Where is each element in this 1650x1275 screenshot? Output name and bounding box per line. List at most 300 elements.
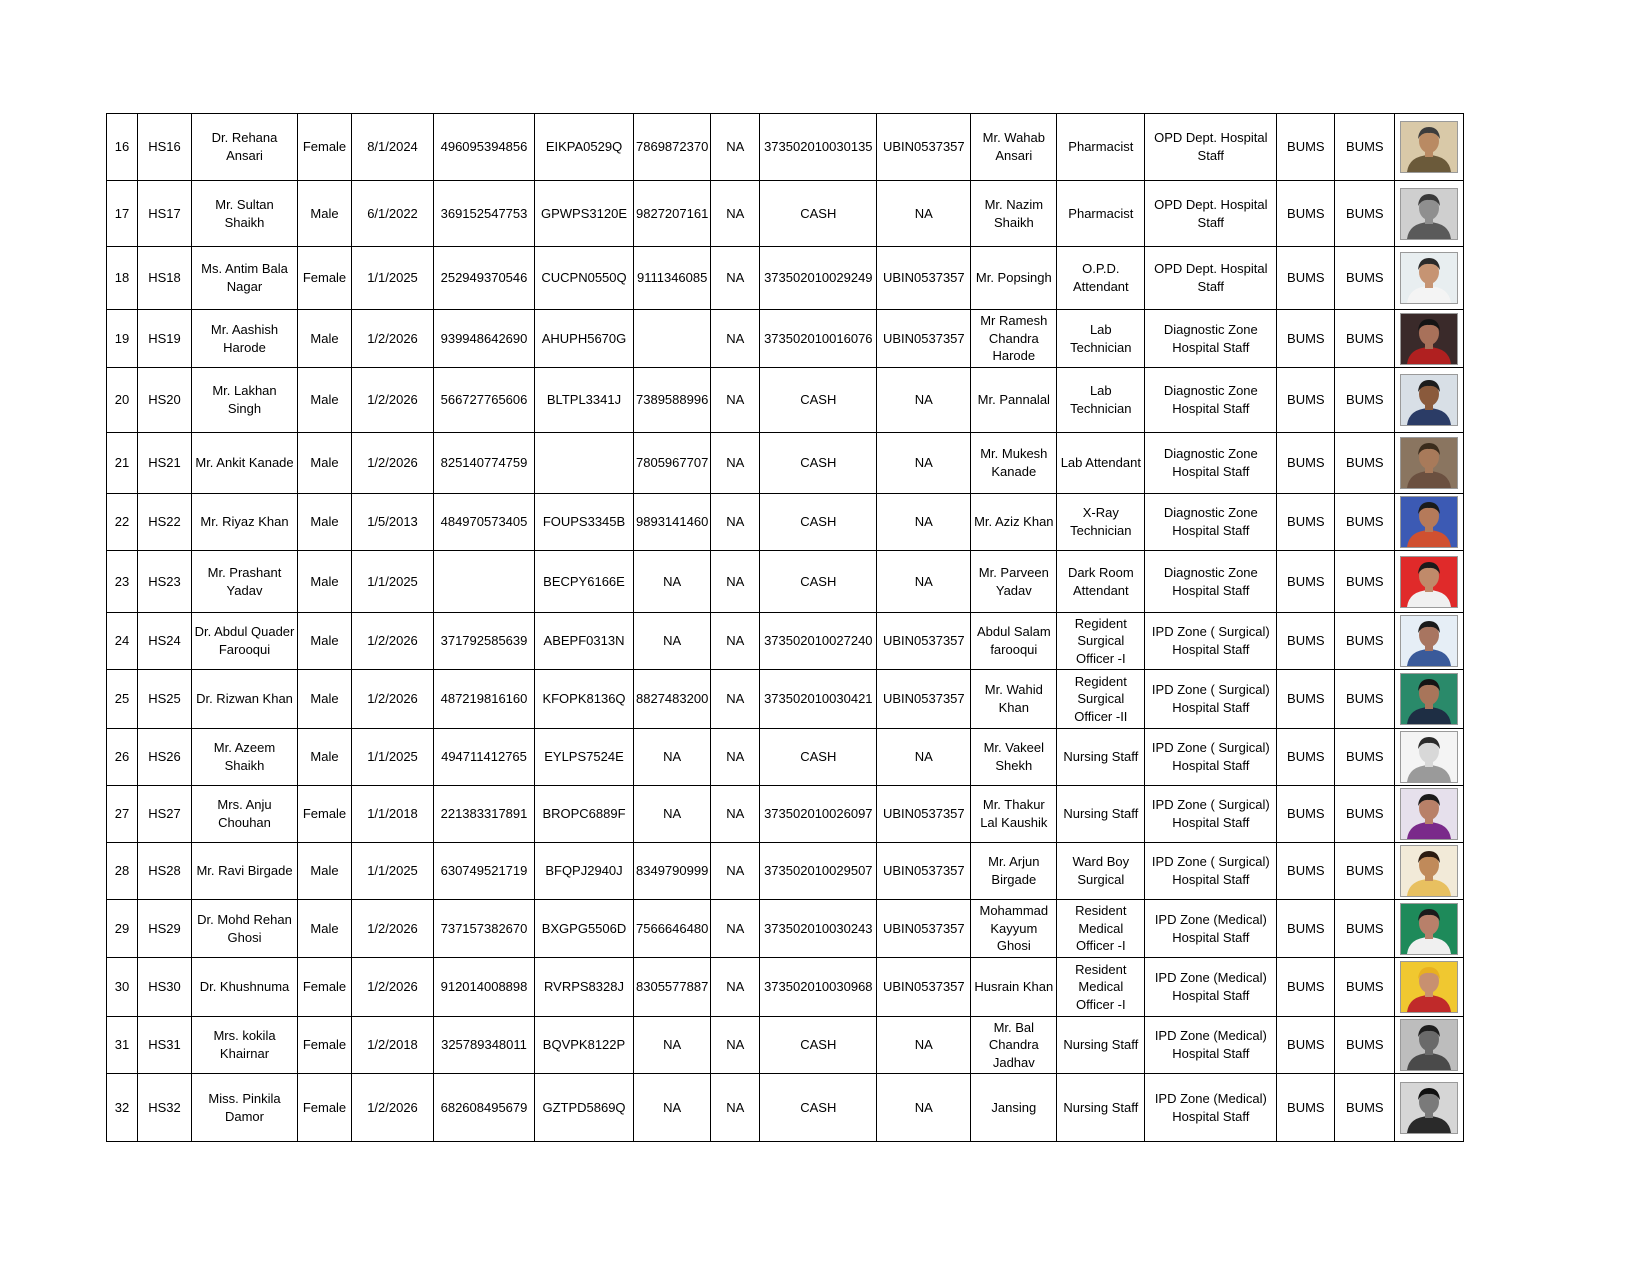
department-cell: Diagnostic Zone Hospital Staff [1145,368,1277,433]
person-photo-icon [1401,962,1457,1012]
photo-cell [1395,786,1464,843]
person-photo-icon [1401,438,1457,488]
gender-cell: Female [298,1074,352,1142]
table-row [107,247,1464,310]
staff-name-cell: Dr. Mohd Rehan Ghosi [192,900,298,958]
qualification-cell: BUMS [1277,368,1335,433]
qualification-cell: BUMS [1277,958,1335,1017]
qualification-cell: BUMS [1277,729,1335,786]
guardian-name-cell: Mr. Aziz Khan [971,494,1057,551]
staff-name-cell: Mrs. kokila Khairnar [192,1017,298,1074]
table-row [107,368,1464,433]
staff-name-cell: Mr. Aashish Harode [192,310,298,368]
pan-number-cell: BECPY6166E [535,551,634,613]
na-cell: NA [711,1074,760,1142]
department-cell: IPD Zone ( Surgical) Hospital Staff [1145,613,1277,670]
person-photo-icon [1401,314,1457,364]
ifsc-code-cell: UBIN0537357 [877,670,971,729]
guardian-name-cell: Abdul Salam farooqui [971,613,1057,670]
date-cell: 1/5/2013 [352,494,434,551]
date-cell: 1/2/2026 [352,958,434,1017]
guardian-name-cell: Mohammad Kayyum Ghosi [971,900,1057,958]
gender-cell: Male [298,613,352,670]
photo-cell [1395,1074,1464,1142]
staff-code-cell: HS27 [138,786,192,843]
gender-cell: Male [298,494,352,551]
aadhaar-number-cell: 252949370546 [434,247,535,310]
designation-cell: Dark Room Attendant [1057,551,1145,613]
qualification-cell: BUMS [1335,494,1395,551]
gender-cell: Female [298,1017,352,1074]
mobile-number-cell [634,310,711,368]
ifsc-code-cell: UBIN0537357 [877,613,971,670]
photo-cell [1395,843,1464,900]
serial-number-cell: 18 [107,247,138,310]
guardian-name-cell: Mr. Arjun Birgade [971,843,1057,900]
department-cell: Diagnostic Zone Hospital Staff [1145,551,1277,613]
na-cell: NA [711,433,760,494]
gender-cell: Male [298,670,352,729]
staff-name-cell: Dr. Rehana Ansari [192,114,298,181]
photo-cell [1395,958,1464,1017]
ifsc-code-cell: NA [877,368,971,433]
photo-cell [1395,368,1464,433]
serial-number-cell: 26 [107,729,138,786]
na-cell: NA [711,494,760,551]
mobile-number-cell: 7389588996 [634,368,711,433]
designation-cell: Nursing Staff [1057,786,1145,843]
staff-code-cell: HS22 [138,494,192,551]
gender-cell: Male [298,729,352,786]
ifsc-code-cell: NA [877,494,971,551]
ifsc-code-cell: NA [877,729,971,786]
person-photo-icon [1401,253,1457,303]
designation-cell: Lab Technician [1057,310,1145,368]
aadhaar-number-cell: 496095394856 [434,114,535,181]
ifsc-code-cell: NA [877,551,971,613]
date-cell: 1/2/2026 [352,1074,434,1142]
bank-account-cell: 373502010029249 [760,247,877,310]
staff-code-cell: HS23 [138,551,192,613]
qualification-cell: BUMS [1335,670,1395,729]
staff-code-cell: HS19 [138,310,192,368]
table-row [107,1074,1464,1142]
serial-number-cell: 19 [107,310,138,368]
staff-name-cell: Dr. Abdul Quader Farooqui [192,613,298,670]
pan-number-cell: EYLPS7524E [535,729,634,786]
bank-account-cell: 373502010027240 [760,613,877,670]
pan-number-cell: BLTPL3341J [535,368,634,433]
designation-cell: Lab Technician [1057,368,1145,433]
staff-name-cell: Miss. Pinkila Damor [192,1074,298,1142]
person-photo-icon [1401,1020,1457,1070]
staff-photo [1400,788,1458,840]
mobile-number-cell: 7805967707 [634,433,711,494]
serial-number-cell: 17 [107,181,138,247]
gender-cell: Male [298,368,352,433]
mobile-number-cell: 9827207161 [634,181,711,247]
staff-code-cell: HS21 [138,433,192,494]
gender-cell: Male [298,181,352,247]
staff-photo [1400,845,1458,897]
bank-account-cell: CASH [760,1074,877,1142]
table-row [107,494,1464,551]
guardian-name-cell: Husrain Khan [971,958,1057,1017]
serial-number-cell: 27 [107,786,138,843]
na-cell: NA [711,900,760,958]
gender-cell: Female [298,114,352,181]
staff-photo [1400,731,1458,783]
department-cell: OPD Dept. Hospital Staff [1145,181,1277,247]
photo-cell [1395,433,1464,494]
date-cell: 1/1/2025 [352,729,434,786]
table-row [107,958,1464,1017]
guardian-name-cell: Mr. Wahab Ansari [971,114,1057,181]
person-photo-icon [1401,557,1457,607]
staff-code-cell: HS17 [138,181,192,247]
na-cell: NA [711,786,760,843]
qualification-cell: BUMS [1335,433,1395,494]
qualification-cell: BUMS [1277,900,1335,958]
qualification-cell: BUMS [1335,613,1395,670]
qualification-cell: BUMS [1335,551,1395,613]
department-cell: IPD Zone (Medical) Hospital Staff [1145,1074,1277,1142]
na-cell: NA [711,729,760,786]
guardian-name-cell: Jansing [971,1074,1057,1142]
bank-account-cell: CASH [760,1017,877,1074]
department-cell: OPD Dept. Hospital Staff [1145,247,1277,310]
staff-photo [1400,313,1458,365]
na-cell: NA [711,958,760,1017]
serial-number-cell: 23 [107,551,138,613]
bank-account-cell: CASH [760,433,877,494]
date-cell: 1/2/2026 [352,433,434,494]
table-row [107,310,1464,368]
person-photo-icon [1401,789,1457,839]
photo-cell [1395,900,1464,958]
serial-number-cell: 28 [107,843,138,900]
pan-number-cell: KFOPK8136Q [535,670,634,729]
serial-number-cell: 24 [107,613,138,670]
staff-photo [1400,1082,1458,1134]
staff-name-cell: Ms. Antim Bala Nagar [192,247,298,310]
person-photo-icon [1401,732,1457,782]
mobile-number-cell: 9893141460 [634,494,711,551]
mobile-number-cell: NA [634,1074,711,1142]
na-cell: NA [711,670,760,729]
staff-photo [1400,556,1458,608]
mobile-number-cell: 7566646480 [634,900,711,958]
aadhaar-number-cell: 825140774759 [434,433,535,494]
ifsc-code-cell: NA [877,1017,971,1074]
department-cell: IPD Zone ( Surgical) Hospital Staff [1145,729,1277,786]
guardian-name-cell: Mr. Mukesh Kanade [971,433,1057,494]
mobile-number-cell: NA [634,1017,711,1074]
department-cell: IPD Zone ( Surgical) Hospital Staff [1145,786,1277,843]
aadhaar-number-cell: 566727765606 [434,368,535,433]
staff-photo [1400,903,1458,955]
ifsc-code-cell: NA [877,181,971,247]
na-cell: NA [711,551,760,613]
staff-name-cell: Mr. Prashant Yadav [192,551,298,613]
photo-cell [1395,1017,1464,1074]
staff-photo [1400,188,1458,240]
staff-photo [1400,121,1458,173]
na-cell: NA [711,310,760,368]
serial-number-cell: 16 [107,114,138,181]
aadhaar-number-cell: 484970573405 [434,494,535,551]
staff-name-cell: Mr. Riyaz Khan [192,494,298,551]
photo-cell [1395,181,1464,247]
staff-code-cell: HS16 [138,114,192,181]
aadhaar-number-cell: 912014008898 [434,958,535,1017]
pan-number-cell: BFQPJ2940J [535,843,634,900]
gender-cell: Female [298,786,352,843]
serial-number-cell: 21 [107,433,138,494]
staff-table-body [107,114,1464,1142]
bank-account-cell: 373502010016076 [760,310,877,368]
staff-code-cell: HS24 [138,613,192,670]
date-cell: 1/2/2026 [352,670,434,729]
staff-code-cell: HS31 [138,1017,192,1074]
qualification-cell: BUMS [1335,958,1395,1017]
ifsc-code-cell: UBIN0537357 [877,958,971,1017]
person-photo-icon [1401,375,1457,425]
staff-name-cell: Mr. Ankit Kanade [192,433,298,494]
table-row [107,1017,1464,1074]
na-cell: NA [711,843,760,900]
designation-cell: X-Ray Technician [1057,494,1145,551]
photo-cell [1395,247,1464,310]
person-photo-icon [1401,1083,1457,1133]
bank-account-cell: 373502010030421 [760,670,877,729]
ifsc-code-cell: UBIN0537357 [877,843,971,900]
person-photo-icon [1401,616,1457,666]
pan-number-cell: EIKPA0529Q [535,114,634,181]
guardian-name-cell: Mr. Parveen Yadav [971,551,1057,613]
bank-account-cell: 373502010029507 [760,843,877,900]
person-photo-icon [1401,904,1457,954]
designation-cell: Nursing Staff [1057,1017,1145,1074]
aadhaar-number-cell: 325789348011 [434,1017,535,1074]
staff-photo [1400,374,1458,426]
pan-number-cell: CUCPN0550Q [535,247,634,310]
table-row [107,900,1464,958]
department-cell: IPD Zone (Medical) Hospital Staff [1145,900,1277,958]
person-photo-icon [1401,497,1457,547]
department-cell: Diagnostic Zone Hospital Staff [1145,310,1277,368]
qualification-cell: BUMS [1335,786,1395,843]
qualification-cell: BUMS [1277,551,1335,613]
mobile-number-cell: NA [634,729,711,786]
qualification-cell: BUMS [1277,1017,1335,1074]
designation-cell: Pharmacist [1057,114,1145,181]
aadhaar-number-cell: 630749521719 [434,843,535,900]
date-cell: 1/1/2025 [352,843,434,900]
guardian-name-cell: Mr. Popsingh [971,247,1057,310]
qualification-cell: BUMS [1277,786,1335,843]
date-cell: 8/1/2024 [352,114,434,181]
qualification-cell: BUMS [1335,247,1395,310]
guardian-name-cell: Mr. Thakur Lal Kaushik [971,786,1057,843]
staff-sheet [106,113,1464,1142]
date-cell: 1/2/2018 [352,1017,434,1074]
qualification-cell: BUMS [1335,1017,1395,1074]
photo-cell [1395,551,1464,613]
bank-account-cell: 373502010030243 [760,900,877,958]
date-cell: 1/2/2026 [352,310,434,368]
qualification-cell: BUMS [1335,114,1395,181]
guardian-name-cell: Mr. Wahid Khan [971,670,1057,729]
pan-number-cell: FOUPS3345B [535,494,634,551]
qualification-cell: BUMS [1335,1074,1395,1142]
staff-code-cell: HS25 [138,670,192,729]
mobile-number-cell: NA [634,613,711,670]
staff-name-cell: Dr. Khushnuma [192,958,298,1017]
staff-photo [1400,252,1458,304]
person-photo-icon [1401,846,1457,896]
staff-table [106,113,1464,1142]
department-cell: Diagnostic Zone Hospital Staff [1145,494,1277,551]
ifsc-code-cell: UBIN0537357 [877,247,971,310]
bank-account-cell: 373502010026097 [760,786,877,843]
na-cell: NA [711,613,760,670]
staff-name-cell: Mrs. Anju Chouhan [192,786,298,843]
na-cell: NA [711,114,760,181]
date-cell: 1/1/2025 [352,247,434,310]
na-cell: NA [711,1017,760,1074]
gender-cell: Female [298,247,352,310]
photo-cell [1395,114,1464,181]
bank-account-cell: CASH [760,729,877,786]
gender-cell: Male [298,433,352,494]
qualification-cell: BUMS [1277,310,1335,368]
table-row [107,181,1464,247]
qualification-cell: BUMS [1277,181,1335,247]
staff-code-cell: HS26 [138,729,192,786]
date-cell: 6/1/2022 [352,181,434,247]
pan-number-cell: GZTPD5869Q [535,1074,634,1142]
qualification-cell: BUMS [1277,1074,1335,1142]
staff-name-cell: Mr. Lakhan Singh [192,368,298,433]
qualification-cell: BUMS [1277,114,1335,181]
staff-photo [1400,673,1458,725]
designation-cell: Resident Medical Officer -I [1057,900,1145,958]
department-cell: IPD Zone (Medical) Hospital Staff [1145,1017,1277,1074]
aadhaar-number-cell: 371792585639 [434,613,535,670]
table-row [107,670,1464,729]
bank-account-cell: 373502010030135 [760,114,877,181]
person-photo-icon [1401,189,1457,239]
table-row [107,551,1464,613]
bank-account-cell: CASH [760,368,877,433]
staff-photo [1400,961,1458,1013]
department-cell: IPD Zone ( Surgical) Hospital Staff [1145,843,1277,900]
pan-number-cell: GPWPS3120E [535,181,634,247]
date-cell: 1/1/2025 [352,551,434,613]
pan-number-cell: BROPC6889F [535,786,634,843]
department-cell: Diagnostic Zone Hospital Staff [1145,433,1277,494]
serial-number-cell: 22 [107,494,138,551]
serial-number-cell: 20 [107,368,138,433]
photo-cell [1395,613,1464,670]
qualification-cell: BUMS [1335,310,1395,368]
aadhaar-number-cell: 221383317891 [434,786,535,843]
bank-account-cell: 373502010030968 [760,958,877,1017]
department-cell: IPD Zone (Medical) Hospital Staff [1145,958,1277,1017]
mobile-number-cell: NA [634,786,711,843]
designation-cell: Resident Medical Officer -I [1057,958,1145,1017]
staff-code-cell: HS28 [138,843,192,900]
staff-code-cell: HS20 [138,368,192,433]
serial-number-cell: 30 [107,958,138,1017]
guardian-name-cell: Mr. Pannalal [971,368,1057,433]
photo-cell [1395,729,1464,786]
mobile-number-cell: NA [634,551,711,613]
mobile-number-cell: 8305577887 [634,958,711,1017]
pan-number-cell [535,433,634,494]
staff-name-cell: Mr. Azeem Shaikh [192,729,298,786]
bank-account-cell: CASH [760,181,877,247]
bank-account-cell: CASH [760,494,877,551]
ifsc-code-cell: UBIN0537357 [877,786,971,843]
photo-cell [1395,310,1464,368]
gender-cell: Male [298,310,352,368]
staff-code-cell: HS18 [138,247,192,310]
guardian-name-cell: Mr. Vakeel Shekh [971,729,1057,786]
pan-number-cell: RVRPS8328J [535,958,634,1017]
table-row [107,786,1464,843]
staff-code-cell: HS29 [138,900,192,958]
pan-number-cell: BQVPK8122P [535,1017,634,1074]
designation-cell: Nursing Staff [1057,1074,1145,1142]
pan-number-cell: ABEPF0313N [535,613,634,670]
ifsc-code-cell: NA [877,433,971,494]
aadhaar-number-cell: 487219816160 [434,670,535,729]
guardian-name-cell: Mr. Nazim Shaikh [971,181,1057,247]
serial-number-cell: 31 [107,1017,138,1074]
department-cell: OPD Dept. Hospital Staff [1145,114,1277,181]
designation-cell: Lab Attendant [1057,433,1145,494]
date-cell: 1/2/2026 [352,900,434,958]
gender-cell: Female [298,958,352,1017]
aadhaar-number-cell: 737157382670 [434,900,535,958]
pan-number-cell: BXGPG5506D [535,900,634,958]
na-cell: NA [711,247,760,310]
guardian-name-cell: Mr Ramesh Chandra Harode [971,310,1057,368]
designation-cell: O.P.D. Attendant [1057,247,1145,310]
staff-name-cell: Dr. Rizwan Khan [192,670,298,729]
qualification-cell: BUMS [1277,843,1335,900]
qualification-cell: BUMS [1335,181,1395,247]
photo-cell [1395,670,1464,729]
department-cell: IPD Zone ( Surgical) Hospital Staff [1145,670,1277,729]
gender-cell: Male [298,843,352,900]
staff-code-cell: HS30 [138,958,192,1017]
mobile-number-cell: 7869872370 [634,114,711,181]
serial-number-cell: 25 [107,670,138,729]
guardian-name-cell: Mr. Bal Chandra Jadhav [971,1017,1057,1074]
pan-number-cell: AHUPH5670G [535,310,634,368]
gender-cell: Male [298,551,352,613]
staff-name-cell: Mr. Sultan Shaikh [192,181,298,247]
qualification-cell: BUMS [1277,247,1335,310]
qualification-cell: BUMS [1277,494,1335,551]
designation-cell: Ward Boy Surgical [1057,843,1145,900]
staff-name-cell: Mr. Ravi Birgade [192,843,298,900]
date-cell: 1/2/2026 [352,613,434,670]
date-cell: 1/1/2018 [352,786,434,843]
